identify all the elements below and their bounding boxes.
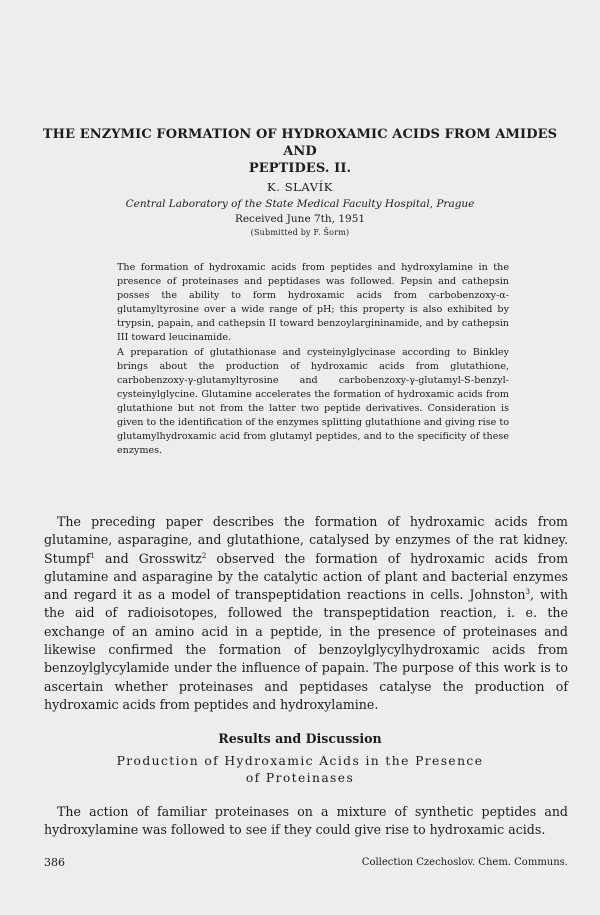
subsection-heading [0,753,600,787]
intro-section [44,513,568,714]
results-paragraph: The action of familiar proteinases on a mixture of synthetic peptides and hydroxylamine was followed to see if they could give rise to hydroxamic acids. [44,804,568,838]
ref-3: 3 [525,588,530,596]
journal-name: Collection Czechoslov. Chem. Communs. [361,857,568,868]
abstract-paragraph-2: A preparation of glutathionase and cysteinylglycinase according to Binkley brings about the production of hydroxamic acids from glutathione, carbobenzoxy-γ-glutamyltyrosine and carbobenzoxy-γ-glutamyl-S-benzyl-cysteinylglycine. Glutamine accelerates the formation of hydroxamic acids from glutathione but not from the latter two peptide derivatives. Consideration is given to the identification of the enzymes splitting glutathione and giving rise to glutamylhydroxamic acid from glutamyl peptides, and to the specificity of these enzymes. [117,346,509,457]
title-line-2: PEPTIDES. II. [248,161,352,176]
author: K. SLAVÍK [267,180,333,194]
section-heading: Results and Discussion [218,731,382,746]
intro-text-2: and Grosswitz [94,550,202,566]
intro-paragraph [44,513,568,714]
affiliation: Central Laboratory of the State Medical Faculty Hospital, Prague [125,198,475,210]
subheading-line-2: of Proteinases [245,771,355,785]
intro-text-3: observed the formation of hydroxamic acids from glutamine and asparagine by the catalytic action of plant and bacterial enzymes and regard it as a model of transpeptidation reactions in cells. Johnston [44,550,569,603]
intro-text-1: The preceding paper describes the formation of hydroxamic acids from glutamine, asparagine, and glutathione, catalysed by enzymes of the rat kidney. Stumpf [44,514,568,566]
page-number: 386 [44,856,65,869]
submitted-by: (Submitted by F. Šorm) [250,228,350,237]
received-date: Received June 7th, 1951 [234,213,366,225]
abstract [117,261,509,458]
subheading-line-1: Production of Hydroxamic Acids in the Presence [116,754,484,768]
title-line-1: THE ENZYMIC FORMATION OF HYDROXAMIC ACIDS FROM AMIDES AND [42,127,558,159]
ref-2: 2 [201,551,207,560]
intro-text-4: , with the aid of radioisotopes, followed the transpeptidation reaction, i. e. the exchange of an amino acid in a peptide, in the presence of proteinases and likewise confirmed the formation of benzoylglycylhydroxamic acids from benzoylglycylamide under the influence of papain. The purpose of this work is to ascertain whether proteinases and peptidases catalyse the production of hydroxamic acids from peptides and hydroxylamine. [44,587,568,712]
ref-1: 1 [90,551,95,560]
results-section [44,803,568,840]
paper-title [30,126,570,177]
abstract-paragraph-1: The formation of hydroxamic acids from peptides and hydroxylamine in the presence of proteinases and peptidases was followed. Pepsin and cathepsin posses the ability to form hydroxamic acids from carbobenzoxy-α-glutamyltyrosine over a wide range of pH; this property is also exhibited by trypsin, papain, and cathepsin II toward benzoylargininamide, and by cathepsin III toward leucinamide. [117,262,509,344]
